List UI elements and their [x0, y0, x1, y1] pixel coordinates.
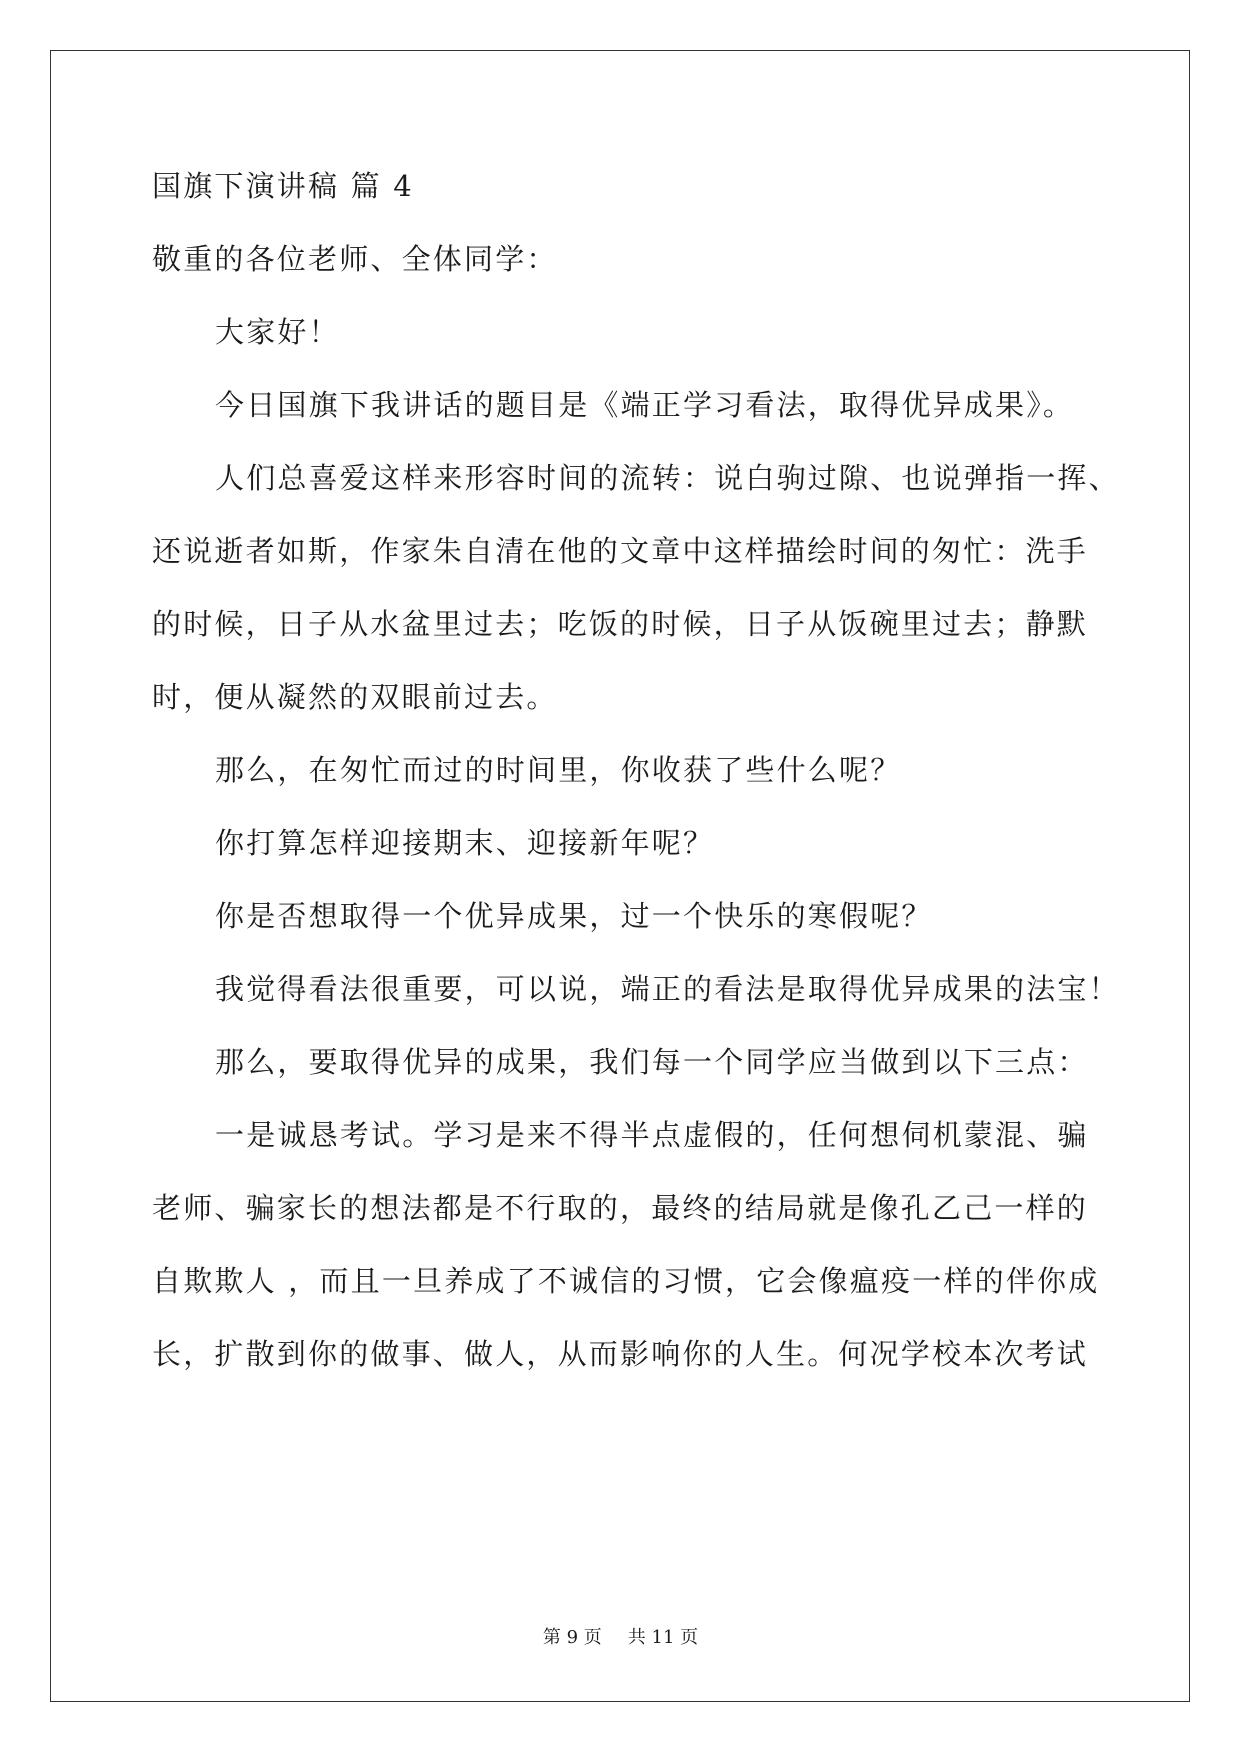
- paragraph-line: 一是诚恳考试。学习是来不得半点虚假的，任何想伺机蒙混、骗: [215, 1118, 1089, 1152]
- paragraph-line: 你是否想取得一个优异成果，过一个快乐的寒假呢？: [215, 899, 933, 933]
- paragraph-line: 那么，在匆忙而过的时间里，你收获了些什么呢？: [215, 753, 902, 787]
- paragraph-line: 的时候，日子从水盆里过去；吃饭的时候，日子从饭碗里过去；静默: [152, 607, 1089, 641]
- paragraph-line: 自欺欺人 ，而且一旦养成了不诚信的习惯，它会像瘟疫一样的伴你成: [152, 1264, 1100, 1298]
- page-current: 第 9 页: [542, 1627, 602, 1648]
- paragraph-line: 我觉得看法很重要，可以说，端正的看法是取得优异成果的法宝！: [215, 972, 1120, 1006]
- paragraph-line: 人们总喜爱这样来形容时间的流转：说白驹过隙、也说弹指一挥、: [215, 461, 1120, 495]
- paragraph-line: 你打算怎样迎接期末、迎接新年呢？: [215, 826, 715, 860]
- document-title: 国旗下演讲稿 篇 4: [152, 169, 414, 203]
- page-footer: [0, 1623, 1241, 1649]
- page-total: 共 11 页: [627, 1627, 699, 1648]
- document-body: [152, 150, 1120, 1391]
- salutation: 敬重的各位老师、全体同学：: [152, 242, 558, 276]
- greeting: 大家好！: [215, 315, 340, 349]
- paragraph-line: 还说逝者如斯，作家朱自清在他的文章中这样描绘时间的匆忙：洗手: [152, 534, 1089, 568]
- paragraph-line: 时，便从凝然的双眼前过去。: [152, 680, 558, 714]
- paragraph-line: 长，扩散到你的做事、做人，从而影响你的人生。何况学校本次考试: [152, 1337, 1089, 1371]
- paragraph-line: 今日国旗下我讲话的题目是《端正学习看法，取得优异成果》。: [215, 388, 1075, 422]
- paragraph-line: 那么，要取得优异的成果，我们每一个同学应当做到以下三点：: [215, 1045, 1089, 1079]
- paragraph-line: 老师、骗家长的想法都是不行取的，最终的结局就是像孔乙己一样的: [152, 1191, 1089, 1225]
